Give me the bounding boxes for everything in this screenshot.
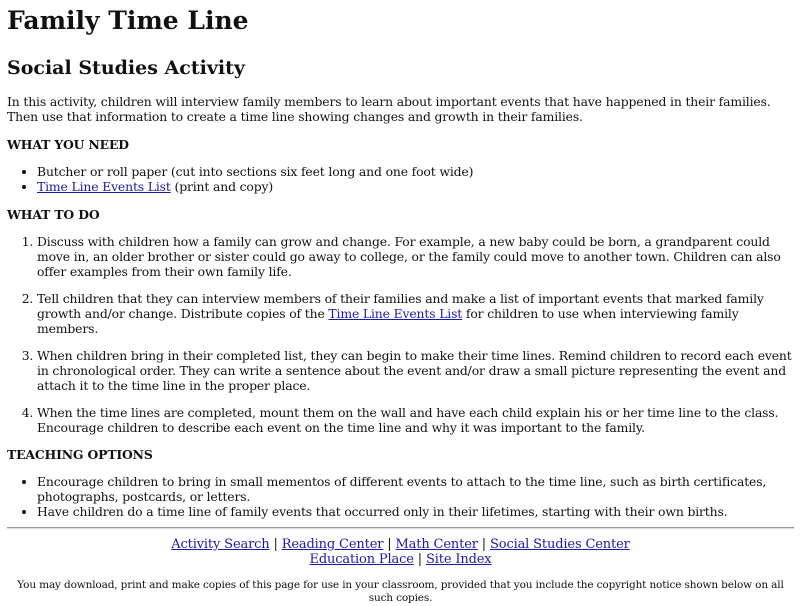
footer-nav (7, 537, 794, 567)
intro-paragraph: In this activity, children will interview family members to learn about important events that have happened in their families. Then use that information to create a time line showing changes and growth in their families. (7, 94, 771, 124)
copyright-notice: You may download, print and make copies of this page for use in your classroom, provided that you include the copyright notice shown below on all such copies. (17, 579, 784, 604)
teaching-options-heading: TEACHING OPTIONS (7, 447, 153, 462)
page-subtitle: Social Studies Activity (7, 57, 245, 79)
list-item-text: (print and copy) (170, 179, 274, 194)
list-item (37, 179, 794, 194)
what-you-need-heading: WHAT YOU NEED (7, 137, 129, 152)
reading-center-link[interactable]: Reading Center (281, 537, 384, 552)
page-title: Family Time Line (7, 6, 249, 35)
divider (7, 527, 794, 529)
list-item: • Butcher or roll paper (cut into sections six feet long and one foot wide) (37, 164, 794, 179)
site-index-link[interactable]: Site Index (426, 552, 492, 567)
what-to-do-heading: WHAT TO DO (7, 207, 100, 222)
step-item: 4. When the time lines are completed, mount them on the wall and have each child explain his or her time line to the class. Encourage children to describe each event on the time line and why it was important to the family. (37, 405, 794, 435)
list-item: • Have children do a time line of family events that occurred only in their lifetimes, starting with their own births. (37, 504, 794, 519)
step-text: for children to use when interviewing family members. (37, 306, 739, 336)
activity-search-link[interactable]: Activity Search (171, 537, 270, 552)
separator: | (269, 537, 282, 552)
math-center-link[interactable]: Math Center (395, 537, 478, 552)
step-item: 3. When children bring in their completed list, they can begin to make their time lines. Remind children to record each event in chronological order. They can write a sentence about the event and/or draw a small picture representing the event and attach it to the time line in the proper place. (37, 348, 794, 393)
step-text: Tell children that they can interview members of their families and make a list of important events that marked family growth and/or change. Distribute copies of the (37, 291, 764, 321)
social-studies-center-link[interactable]: Social Studies Center (490, 537, 630, 552)
separator: | (383, 537, 396, 552)
time-line-events-link[interactable]: Time Line Events List (37, 179, 171, 194)
steps-list (7, 234, 794, 435)
options-list (7, 474, 794, 519)
step-item: 1. Discuss with children how a family can grow and change. For example, a new baby could be born, a grandparent could move in, an older brother or sister could go away to college, or the family could move to another town. Children can also offer examples from their own family life. (37, 234, 794, 279)
materials-list (7, 164, 794, 194)
education-place-link[interactable]: Education Place (309, 552, 414, 567)
separator: | (413, 552, 427, 567)
list-item: • Encourage children to bring in small mementos of different events to attach to the time line, such as birth certificates, photographs, postcards, or letters. (37, 474, 794, 504)
separator: | (477, 537, 491, 552)
step-item (37, 291, 794, 336)
time-line-events-link-2[interactable]: Time Line Events List (328, 306, 463, 321)
